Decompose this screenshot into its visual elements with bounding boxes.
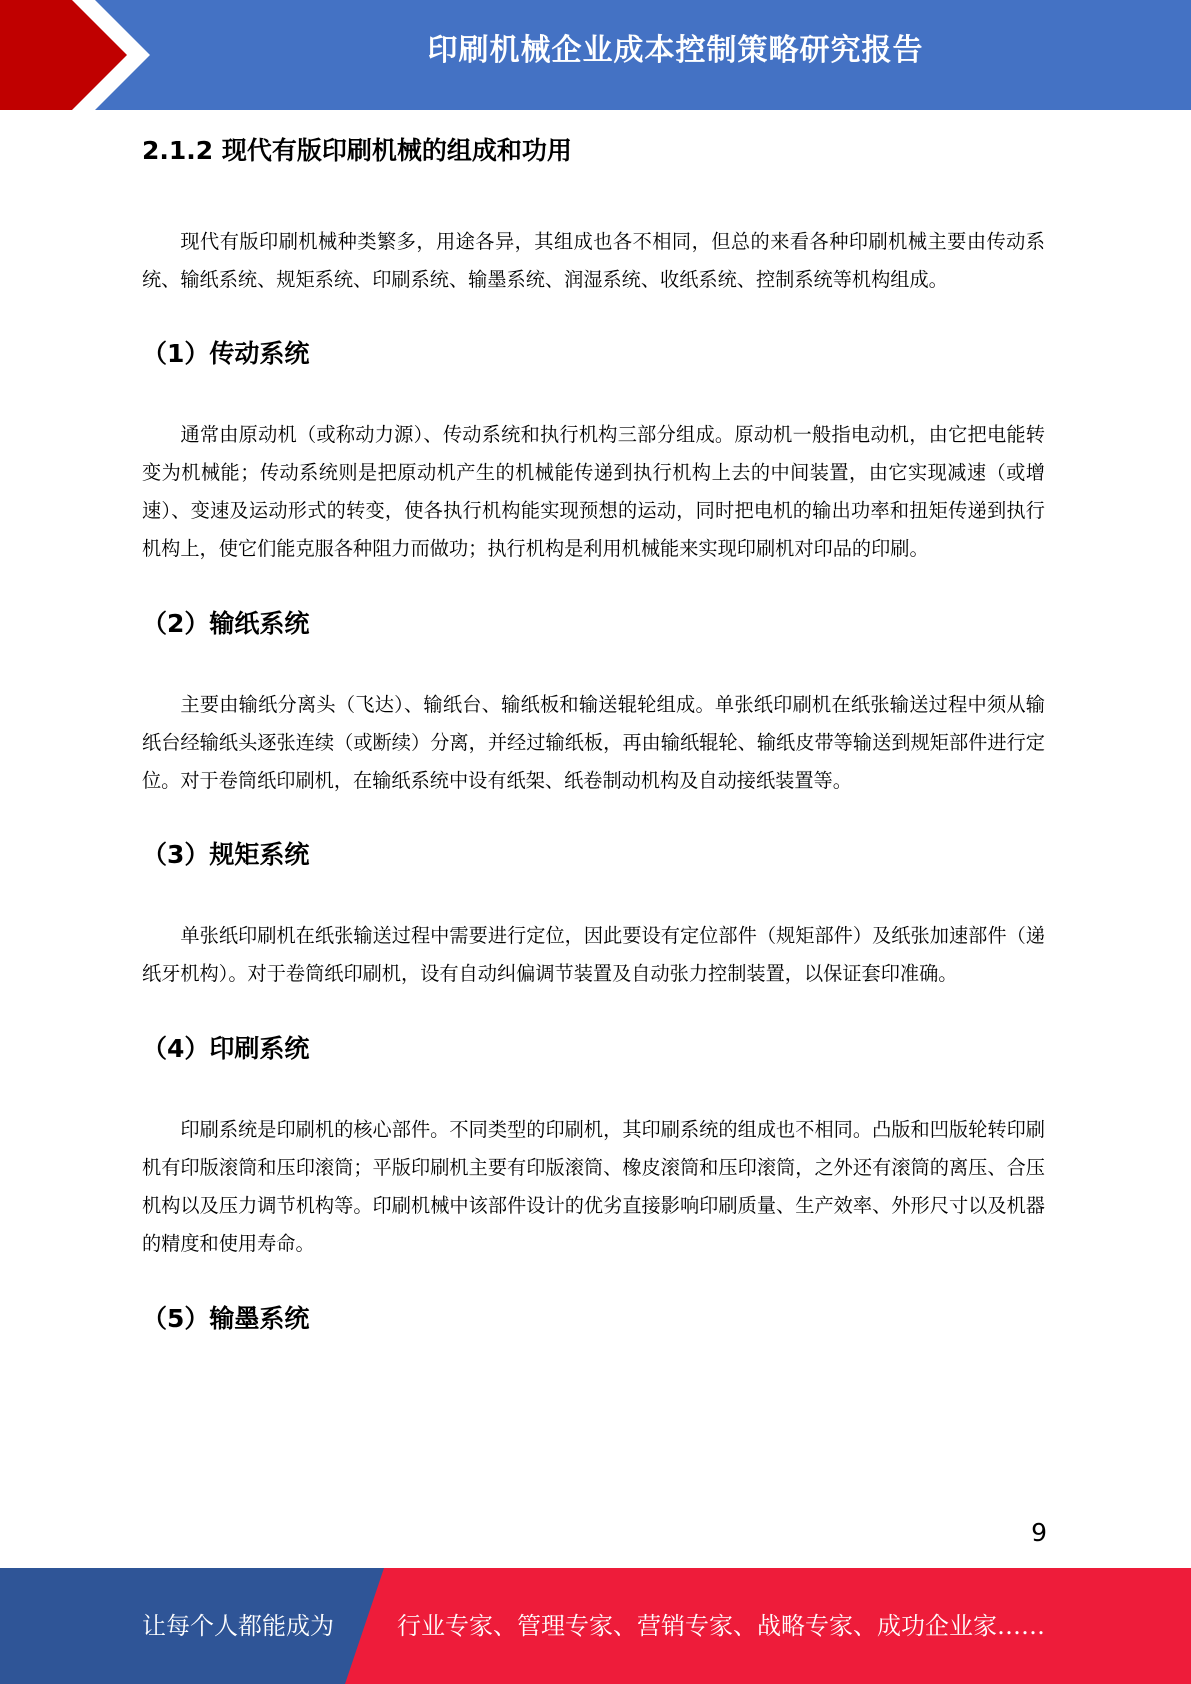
header-title: 印刷机械企业成本控制策略研究报告 xyxy=(427,33,924,68)
subsection-heading-transmission: （1）传动系统 xyxy=(142,339,310,368)
section-intro-paragraph: 现代有版印刷机械种类繁多，用途各异，其组成也各不相同，但总的来看各种印刷机械主要由传动系统、输纸系统、规矩系统、印刷系统、输墨系统、润湿系统、收纸系统、控制系统等机构组成。 xyxy=(142,230,1045,291)
subsection-paragraph-printing: 印刷系统是印刷机的核心部件。不同类型的印刷机，其印刷系统的组成也不相同。凸版和凹版轮转印刷机有印版滚筒和压印滚筒；平版印刷机主要有印版滚筒、橡皮滚筒和压印滚筒，之外还有滚筒的离压、合压机构以及压力调节机构等。印刷机械中该部件设计的优劣直接影响印刷质量、生产效率、外形尺寸以及机器的精度和使用寿命。 xyxy=(142,1118,1045,1255)
subsection-heading-printing: （4）印刷系统 xyxy=(142,1034,310,1063)
header-chevron-icon xyxy=(0,0,160,110)
subsection-heading-register: （3）规矩系统 xyxy=(142,840,310,869)
page-header xyxy=(0,0,1191,110)
document-body xyxy=(142,126,1045,1344)
subsection-paragraph-register: 单张纸印刷机在纸张输送过程中需要进行定位，因此要设有定位部件（规矩部件）及纸张加速部件（递纸牙机构）。对于卷筒纸印刷机，设有自动纠偏调节装置及自动张力控制装置，以保证套印准确。 xyxy=(142,924,1045,985)
footer-slogan-left: 让每个人都能成为 xyxy=(142,1612,334,1640)
page-footer xyxy=(0,1568,1191,1684)
subsection-heading-inking: （5）输墨系统 xyxy=(142,1304,310,1333)
subsection-paragraph-transmission: 通常由原动机（或称动力源）、传动系统和执行机构三部分组成。原动机一般指电动机，由它把电能转变为机械能；传动系统则是把原动机产生的机械能传递到执行机构上去的中间装置，由它实现减速（或增速）、变速及运动形式的转变，使各执行机构能实现预想的运动，同时把电机的输出功率和扭矩传递到执行机构上，使它们能克服各种阻力而做功；执行机构是利用机械能来实现印刷机对印品的印刷。 xyxy=(142,423,1045,560)
page-number: 9 xyxy=(1031,1518,1047,1547)
footer-slogan-right: 行业专家、管理专家、营销专家、战略专家、成功企业家…… xyxy=(397,1612,1045,1640)
subsection-heading-feeding: （2）输纸系统 xyxy=(142,609,310,638)
section-heading: 2.1.2 现代有版印刷机械的组成和功用 xyxy=(142,136,572,165)
subsection-paragraph-feeding: 主要由输纸分离头（飞达）、输纸台、输纸板和输送辊轮组成。单张纸印刷机在纸张输送过程中须从输纸台经输纸头逐张连续（或断续）分离，并经过输纸板，再由输纸辊轮、输纸皮带等输送到规矩部件进行定位。对于卷筒纸印刷机，在输纸系统中设有纸架、纸卷制动机构及自动接纸装置等。 xyxy=(142,693,1045,792)
